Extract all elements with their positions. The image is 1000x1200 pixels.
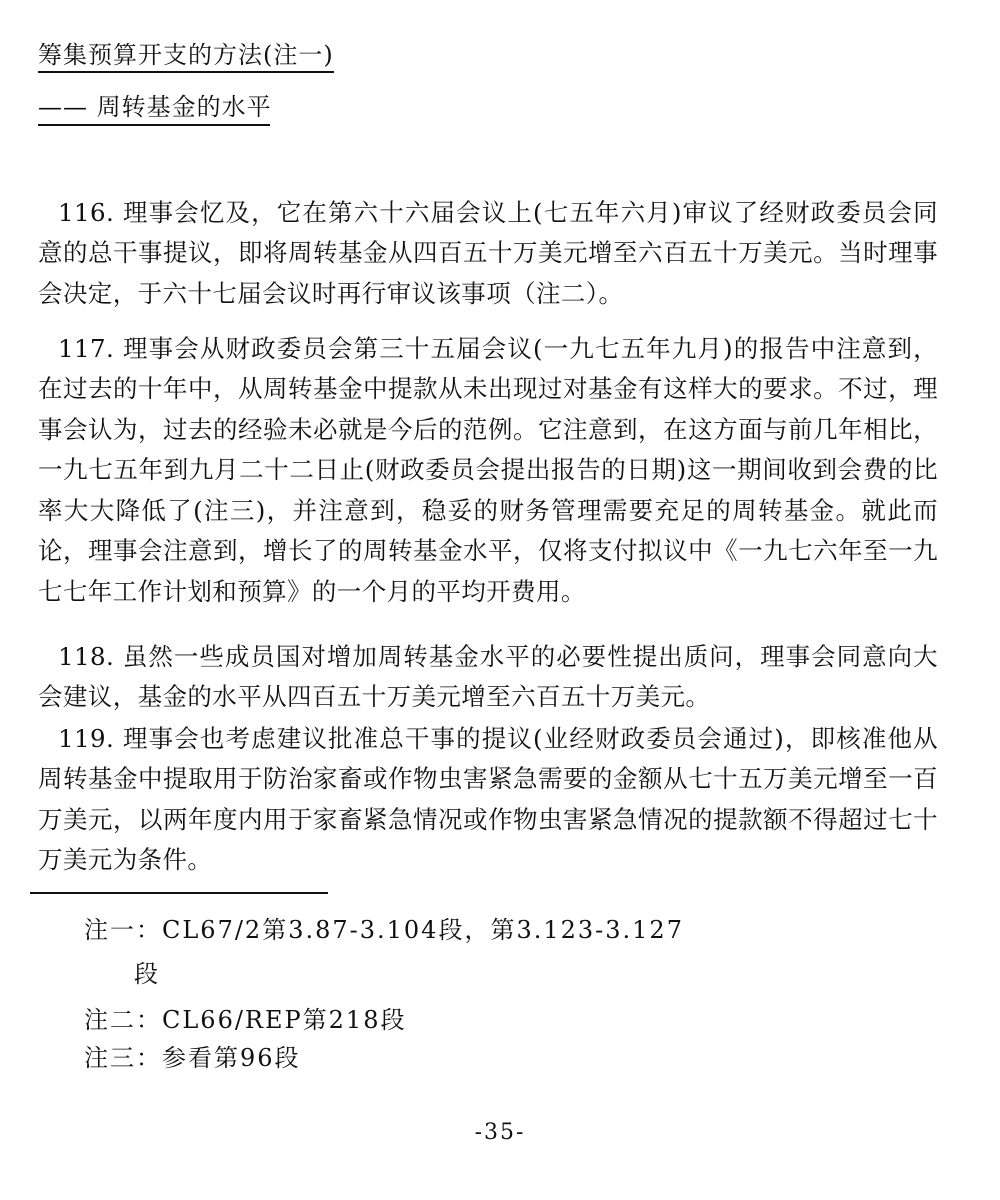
footnote-1-line-1: 注一：CL67/2第3.87-3.104段，第3.123-3.127: [84, 916, 684, 944]
footnote-1-line-2: 段: [134, 960, 160, 988]
paragraph-117: 117. 理事会从财政委员会第三十五届会议(一九七五年九月)的报告中注意到，在过去的十年中，从周转基金中提款从未出现过对基金有这样大的要求。不过，理事会认为，过去的经验未必就是今后的范例。它注意到，在这方面与前几年相比，一九七五年到九月二十二日止(财政委员会提出报告的日期)这一期间收到会费的比率大大降低了(注三)，并注意到，稳妥的财务管理需要充足的周转基金。就此而论，理事会注意到，增长了的周转基金水平，仅将支付拟议中《一九七六年至一九七七年工作计划和预算》的一个月的平均开费用。: [38, 333, 938, 606]
section-subtitle: —— 周转基金的水平: [38, 92, 270, 126]
section-title: 筹集预算开支的方法(注一): [38, 40, 334, 73]
paragraph-118: 118. 虽然一些成员国对增加周转基金水平的必要性提出质问，理事会同意向大会建议，基金的水平从四百五十万美元增至六百五十万美元。: [38, 641, 938, 711]
page-number: -35-: [474, 1120, 526, 1145]
paragraph-116: 116. 理事会忆及，它在第六十六届会议上(七五年六月)审议了经财政委员会同意的总干事提议，即将周转基金从四百五十万美元增至六百五十万美元。当时理事会决定，于六十七届会议时再行审议该事项（注二）。: [38, 197, 938, 308]
footnote-3: 注三：参看第96段: [84, 1044, 301, 1072]
paragraph-119: 119. 理事会也考虑建议批准总干事的提议(业经财政委员会通过)，即核准他从周转基金中提取用于防治家畜或作物虫害紧急需要的金额从七十五万美元增至一百万美元，以两年度内用于家畜紧急情况或作物虫害紧急情况的提款额不得超过七十万美元为条件。: [38, 723, 938, 874]
footnote-divider: [30, 892, 328, 894]
footnote-1: [84, 908, 924, 996]
footnote-2: 注二：CL66/REP第218段: [84, 1006, 407, 1034]
